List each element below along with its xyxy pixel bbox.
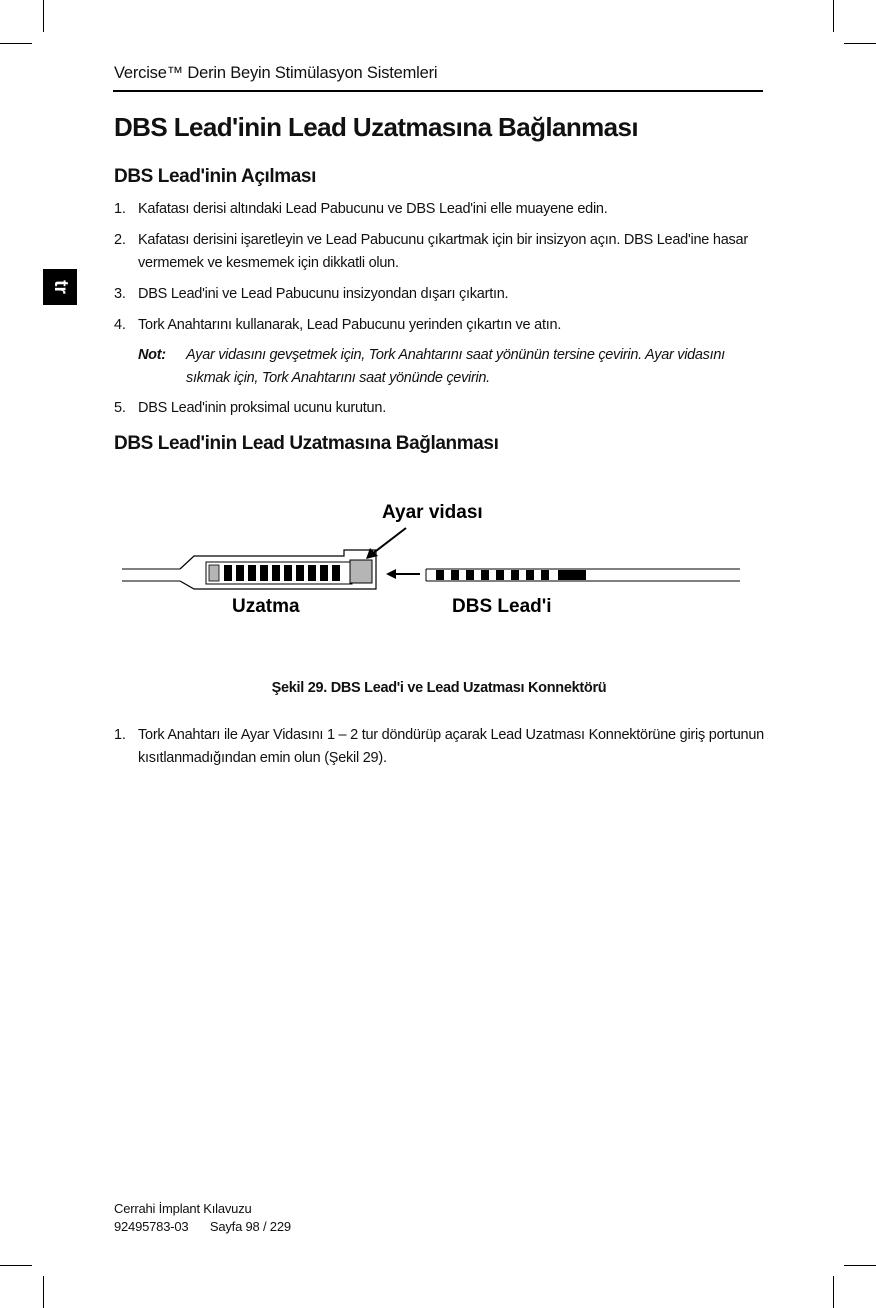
- lead-contacts: [436, 570, 586, 580]
- lead-contact: [511, 570, 519, 580]
- section-heading-opening: DBS Lead'inin Açılması: [114, 166, 316, 187]
- note-text: Ayar vidasını gevşetmek için, Tork Anahtarını saat yönünün tersine çevirin. Ayar vidasını sıkmak için, Tork Anahtarını saat yönünde çevirin.: [186, 347, 725, 386]
- header-rule: [113, 90, 763, 92]
- footer-manual-name: Cerrahi İmplant Kılavuzu: [114, 1201, 252, 1216]
- list-item-number: 2.: [114, 232, 126, 248]
- lead-contact: [451, 570, 459, 580]
- crop-mark: [43, 1276, 44, 1308]
- list-item: [114, 724, 764, 770]
- connector-end-cap: [209, 565, 219, 581]
- contact: [248, 565, 256, 581]
- crop-mark: [0, 1265, 32, 1266]
- list-item-text: DBS Lead'inin proksimal ucunu kurutun.: [138, 400, 386, 416]
- note: [138, 344, 764, 390]
- contact: [272, 565, 280, 581]
- contact: [296, 565, 304, 581]
- note-label: Not:: [138, 347, 166, 363]
- list-item-number: 5.: [114, 400, 126, 416]
- lead-retention-sleeve: [558, 570, 586, 580]
- label-extension: Uzatma: [232, 596, 300, 617]
- list-item-text: Kafatası derisini işaretleyin ve Lead Pabucunu çıkartmak için bir insizyon açın. DBS Lead'ine hasar vermemek ve kesmemek için dikkatli olun.: [138, 232, 748, 271]
- contact: [224, 565, 232, 581]
- page-title: DBS Lead'inin Lead Uzatmasına Bağlanması: [114, 112, 638, 142]
- crop-mark: [833, 0, 834, 32]
- section-heading-connecting: DBS Lead'inin Lead Uzatmasına Bağlanması: [114, 433, 499, 454]
- crop-mark: [844, 43, 876, 44]
- set-screw-block: [350, 560, 372, 583]
- lead-contact: [526, 570, 534, 580]
- label-set-screw: Ayar vidası: [382, 502, 483, 523]
- crop-mark: [0, 43, 32, 44]
- contact: [284, 565, 292, 581]
- language-tab-label: tr: [49, 280, 71, 294]
- list-item-number: 1.: [114, 727, 126, 743]
- list-item-number: 1.: [114, 201, 126, 217]
- contact: [320, 565, 328, 581]
- list-item-text: Kafatası derisi altındaki Lead Pabucunu ve DBS Lead'ini elle muayene edin.: [138, 201, 608, 217]
- list-item-number: 4.: [114, 317, 126, 333]
- list-item: [114, 314, 764, 337]
- list-item: [114, 229, 764, 275]
- footer-doc-number: 92495783-03: [114, 1219, 189, 1234]
- connector-figure: [114, 488, 754, 628]
- lead-contact: [541, 570, 549, 580]
- insertion-arrowhead: [386, 569, 396, 579]
- contact: [236, 565, 244, 581]
- lead-contact: [436, 570, 444, 580]
- running-header: Vercise™ Derin Beyin Stimülasyon Sistemleri: [114, 64, 438, 82]
- figure-caption: Şekil 29. DBS Lead'i ve Lead Uzatması Konnektörü: [271, 680, 607, 696]
- label-dbs-lead: DBS Lead'i: [452, 596, 552, 617]
- language-tab: [43, 269, 77, 305]
- crop-mark: [833, 1276, 834, 1308]
- connector-diagram: [114, 488, 754, 628]
- set-screw-leader: [372, 528, 406, 554]
- contact: [260, 565, 268, 581]
- list-item-text: Tork Anahtarını kullanarak, Lead Pabucunu yerinden çıkartın ve atın.: [138, 317, 562, 333]
- lead-contact: [481, 570, 489, 580]
- list-item: [114, 198, 764, 221]
- contact: [308, 565, 316, 581]
- lead-contact: [496, 570, 504, 580]
- list-item-text: Tork Anahtarı ile Ayar Vidasını 1 – 2 tur döndürüp açarak Lead Uzatması Konnektörüne giriş portunun kısıtlanmadığından emin olun (Şekil 29).: [138, 727, 765, 766]
- list-item: [114, 397, 764, 420]
- lead-contact: [466, 570, 474, 580]
- list-item-number: 3.: [114, 286, 126, 302]
- crop-mark: [844, 1265, 876, 1266]
- footer-line: [114, 1219, 291, 1234]
- footer-page-info: Sayfa 98 / 229: [209, 1219, 291, 1234]
- list-item: [114, 283, 764, 306]
- contact: [332, 565, 340, 581]
- crop-mark: [43, 0, 44, 32]
- list-item-text: DBS Lead'ini ve Lead Pabucunu insizyondan dışarı çıkartın.: [138, 286, 509, 302]
